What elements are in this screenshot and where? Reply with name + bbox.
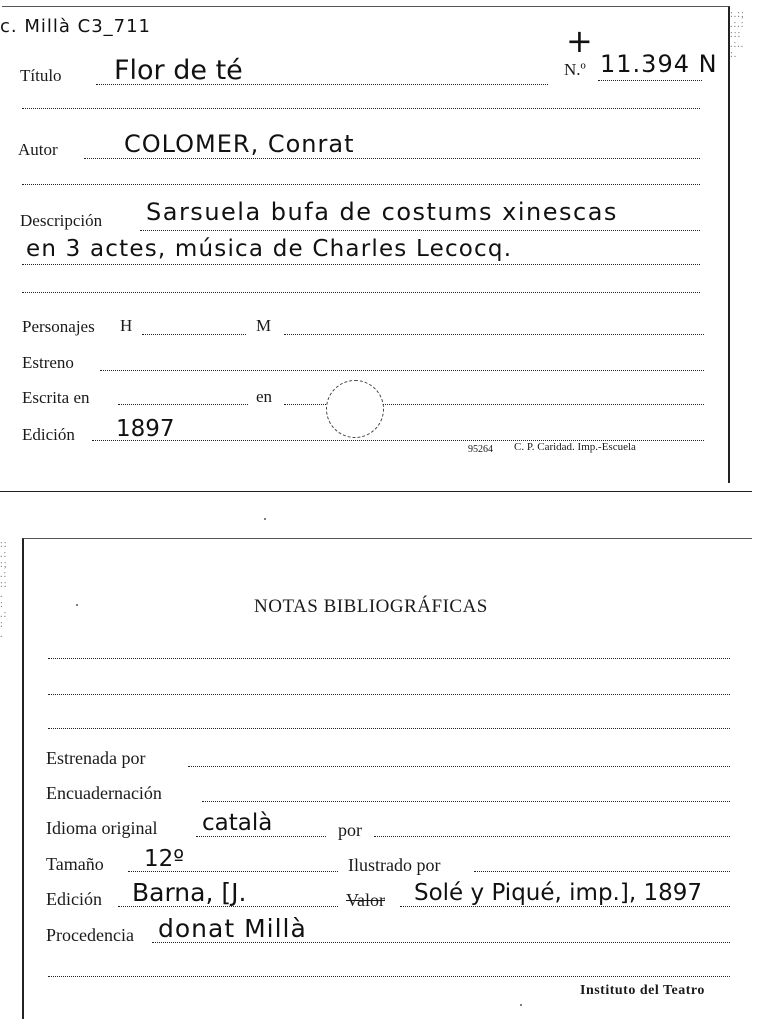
card2-edicion-label: Edición	[46, 889, 102, 909]
escrita-label: Escrita en	[22, 388, 90, 407]
scan-noise-left: :: .: :; .: :: . : .: : .	[0, 539, 8, 640]
ilustrado-label: Ilustrado por	[348, 855, 441, 875]
estrenada-label: Estrenada por	[46, 748, 146, 768]
descripcion-line2: en 3 actes, música de Charles Lecocq.	[26, 236, 513, 262]
autor-value: COLOMER, Conrat	[124, 130, 355, 158]
card2-title: NOTAS BIBLIOGRÁFICAS	[254, 596, 488, 617]
descripcion-label: Descripción	[20, 211, 103, 230]
descripcion-line1: Sarsuela bufa de costums xinescas	[146, 198, 618, 226]
titulo-value: Flor de té	[114, 55, 243, 86]
idioma-por-label: por	[338, 820, 362, 840]
valor-label: Valor	[346, 890, 385, 910]
edicion-value: 1897	[116, 416, 175, 442]
procedencia-label: Procedencia	[46, 925, 134, 945]
escrita-en-label: en	[256, 387, 273, 406]
personajes-label: Personajes	[22, 317, 95, 336]
procedencia-value: donat Millà	[158, 914, 307, 943]
punch-hole-circle	[326, 380, 384, 438]
card1-footer-code: 95264	[468, 444, 493, 455]
encuadernacion-label: Encuadernación	[46, 783, 162, 803]
tamano-value: 12º	[144, 846, 185, 872]
tamano-label: Tamaño	[46, 854, 104, 874]
card2-edicion-value: Barna, [J.	[132, 878, 247, 907]
autor-label: Autor	[18, 140, 58, 159]
card2-footer: Instituto del Teatro	[580, 983, 705, 998]
idioma-label: Idioma original	[46, 818, 158, 838]
numero-mark: +	[566, 22, 593, 60]
titulo-label: Título	[20, 66, 62, 85]
personajes-m-label: M	[256, 316, 272, 335]
numero-value: 11.394 N	[600, 50, 718, 78]
scan-noise-right: :.:; .:.: ::: .:.. :.	[730, 9, 745, 60]
call-number-note: c. Millà C3_711	[0, 16, 152, 37]
idioma-value: català	[202, 810, 273, 836]
numero-label: N.º	[564, 60, 586, 79]
card1-footer-printer: C. P. Caridad. Imp.-Escuela	[514, 441, 636, 453]
valor-value: Solé y Piqué, imp.], 1897	[414, 880, 702, 906]
estreno-label: Estreno	[22, 353, 74, 372]
edicion-label: Edición	[22, 425, 75, 444]
personajes-h-label: H	[120, 316, 133, 335]
